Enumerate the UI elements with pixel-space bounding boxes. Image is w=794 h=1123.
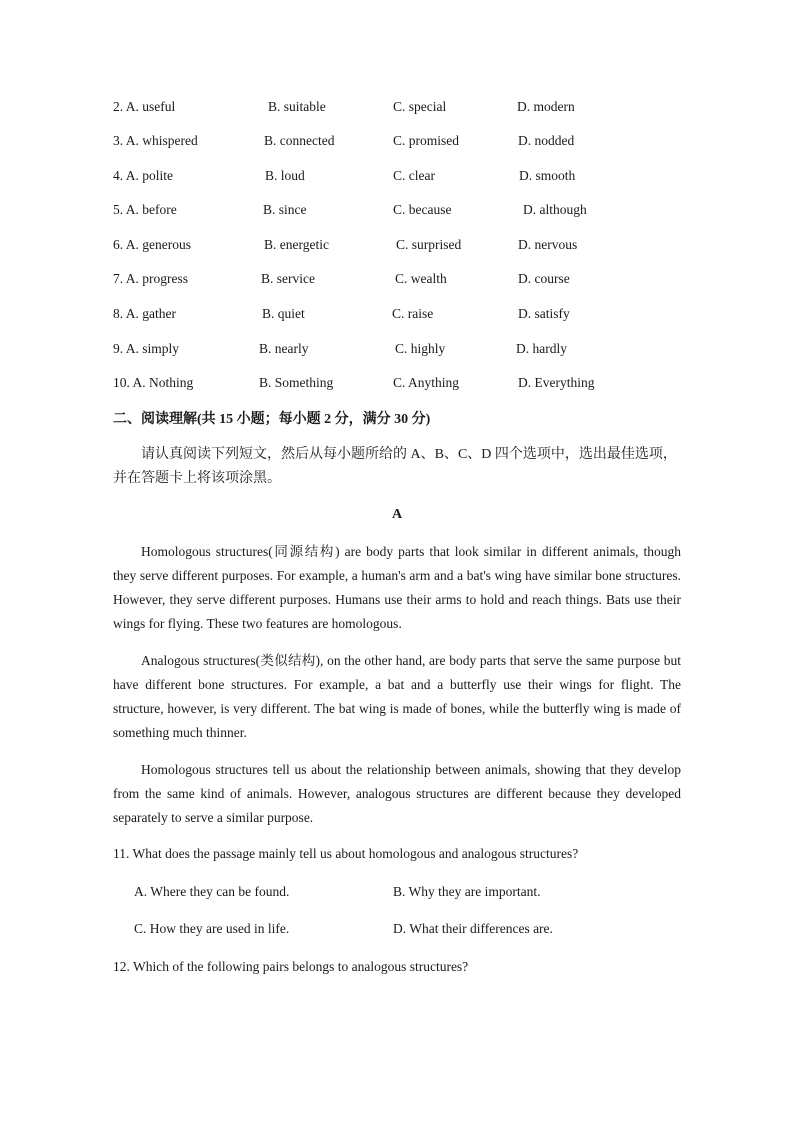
passage-title: A [391, 507, 403, 522]
option-d: D. Everything [518, 375, 595, 390]
option-b: B. energetic [264, 237, 329, 252]
question-11-option-c: C. How they are used in life. [134, 921, 290, 936]
option-c: C. Anything [393, 375, 460, 390]
option-c: C. wealth [395, 271, 447, 286]
section-instructions [113, 443, 681, 491]
question-row-6 [0, 237, 794, 257]
question-row-10 [0, 375, 794, 395]
option-c: C. promised [393, 133, 459, 148]
option-d: D. smooth [519, 168, 576, 183]
option-a: 5. A. before [113, 202, 177, 217]
option-c: C. because [393, 202, 452, 217]
option-a: 10. A. Nothing [113, 375, 194, 390]
section-heading: 二、阅读理解(共 15 小题；每小题 2 分，满分 30 分) [113, 412, 431, 427]
option-a: 3. A. whispered [113, 133, 198, 148]
option-c: C. surprised [396, 237, 462, 252]
option-d: D. modern [517, 99, 575, 114]
option-d: D. nervous [518, 237, 578, 252]
option-b: B. nearly [259, 341, 309, 356]
passage-paragraph-3: Homologous structures tell us about the relationship between animals, showing that they develop from the same kind of animals. However, analogous structures are different because they developed separately to serve a similar purpose. [113, 762, 681, 825]
option-b: B. loud [265, 168, 305, 183]
option-b: B. since [263, 202, 307, 217]
option-c: C. clear [393, 168, 435, 183]
question-12-stem: 12. Which of the following pairs belongs to analogous structures? [113, 959, 469, 974]
instruction-line-2: 并在答题卡上将该项涂黑。 [113, 471, 281, 486]
option-b: B. quiet [262, 306, 305, 321]
option-a: 4. A. polite [113, 168, 174, 183]
option-b: B. connected [264, 133, 335, 148]
instruction-line-1: 请认真阅读下列短文，然后从每小题所给的 A、B、C、D 四个选项中，选出最佳选项， [141, 447, 677, 462]
option-a: 9. A. simply [113, 341, 180, 356]
option-d: D. course [518, 271, 570, 286]
question-row-7 [0, 271, 794, 291]
question-row-4 [0, 168, 794, 188]
option-a: 8. A. gather [113, 306, 176, 321]
passage-paragraph-1: Homologous structures(同源结构) are body parts that look similar in different animals, though they serve different purposes. For example, a human's arm and a bat's wing have similar bone structures. However, they serve different purposes. Humans use their arms to hold and reach things. Bats use their wings for flying. These two features are homologous. [113, 544, 681, 631]
question-row-9 [0, 341, 794, 361]
option-b: B. Something [259, 375, 334, 390]
question-11-option-a: A. Where they can be found. [134, 884, 290, 899]
question-11-stem: 11. What does the passage mainly tell us about homologous and analogous structures? [113, 846, 579, 861]
option-b: B. service [261, 271, 315, 286]
question-row-5 [0, 202, 794, 222]
option-a: 6. A. generous [113, 237, 191, 252]
option-c: C. highly [395, 341, 446, 356]
option-a: 2. A. useful [113, 99, 176, 114]
option-d: D. hardly [516, 341, 567, 356]
option-d: D. satisfy [518, 306, 570, 321]
question-row-8 [0, 306, 794, 326]
option-c: C. special [393, 99, 447, 114]
question-row-3 [0, 133, 794, 153]
question-11-option-b: B. Why they are important. [393, 884, 541, 899]
question-row-2 [0, 99, 794, 119]
option-d: D. although [523, 202, 587, 217]
passage-paragraph-2: Analogous structures(类似结构), on the other hand, are body parts that serve the same purpose but have different bone structures. For example, a bat and a butterfly use their wings for flight. The structure, however, is very different. The bat wing is made of bones, while the butterfly wing is made of something much thinner. [113, 653, 681, 740]
question-11-option-d: D. What their differences are. [393, 921, 553, 936]
option-b: B. suitable [268, 99, 326, 114]
option-d: D. nodded [518, 133, 575, 148]
option-a: 7. A. progress [113, 271, 189, 286]
option-c: C. raise [392, 306, 434, 321]
